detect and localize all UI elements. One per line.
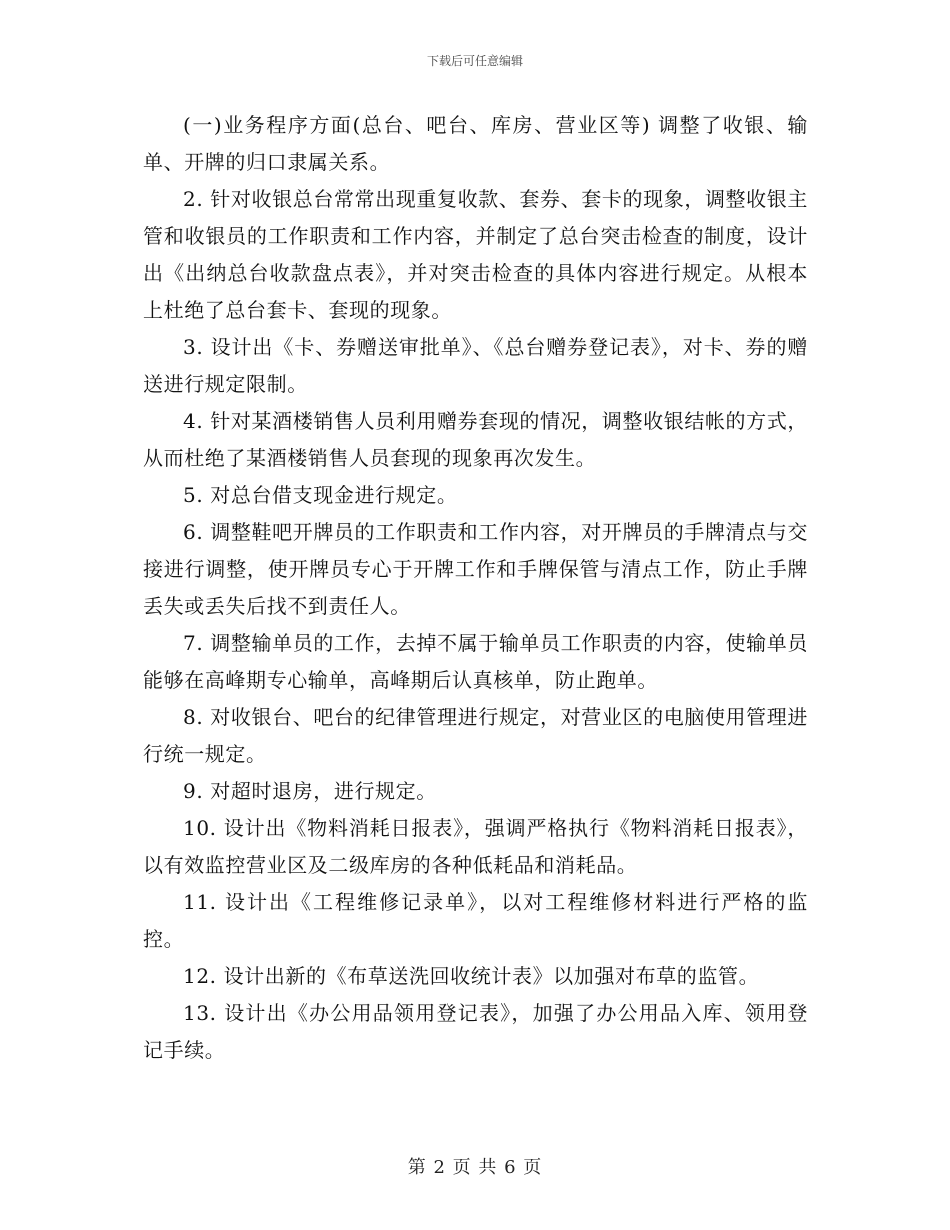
- document-body: [143, 107, 808, 1069]
- paragraph-9: 9. 对超时退房，进行规定。: [183, 779, 437, 803]
- page-number: 第 2 页 共 6 页: [407, 1157, 543, 1178]
- paragraph-7: 7. 调整输单员的工作，去掉不属于输单员工作职责的内容，使输单员能够在高峰期专心输单，高峰期后认真核单，防止跑单。: [143, 631, 808, 692]
- paragraph-13: 13. 设计出《办公用品领用登记表》，加强了办公用品入库、领用登记手续。: [143, 1001, 808, 1062]
- paragraph-12: 12. 设计出新的《布草送洗回收统计表》以加强对布草的监管。: [183, 964, 760, 988]
- paragraph-11: 11. 设计出《工程维修记录单》，以对工程维修材料进行严格的监控。: [143, 890, 808, 951]
- paragraph-10: 10. 设计出《物料消耗日报表》，强调严格执行《物料消耗日报表》，以有效监控营业区及二级库房的各种低耗品和消耗品。: [143, 816, 808, 877]
- page-header: 下载后可任意编辑: [426, 54, 523, 68]
- paragraph-3: 3. 设计出《卡、券赠送审批单》、《总台赠券登记表》，对卡、券的赠送进行规定限制。: [143, 335, 808, 396]
- paragraph-1: (一)业务程序方面(总台、吧台、库房、营业区等) 调整了收银、输单、开牌的归口隶属关系。: [143, 113, 808, 174]
- paragraph-5: 5. 对总台借支现金进行规定。: [183, 483, 458, 507]
- paragraph-2: 2. 针对收银总台常常出现重复收款、套券、套卡的现象，调整收银主管和收银员的工作职责和工作内容，并制定了总台突击检查的制度，设计出《出纳总台收款盘点表》，并对突击检查的具体内容进行规定。从根本上杜绝了总台套卡、套现的现象。: [143, 187, 808, 322]
- paragraph-8: 8. 对收银台、吧台的纪律管理进行规定，对营业区的电脑使用管理进行统一规定。: [143, 705, 808, 766]
- paragraph-6: 6. 调整鞋吧开牌员的工作职责和工作内容，对开牌员的手牌清点与交接进行调整，使开牌员专心于开牌工作和手牌保管与清点工作，防止手牌丢失或丢失后找不到责任人。: [143, 520, 808, 618]
- paragraph-4: 4. 针对某酒楼销售人员利用赠券套现的情况，调整收银结帐的方式，从而杜绝了某酒楼销售人员套现的现象再次发生。: [143, 409, 808, 470]
